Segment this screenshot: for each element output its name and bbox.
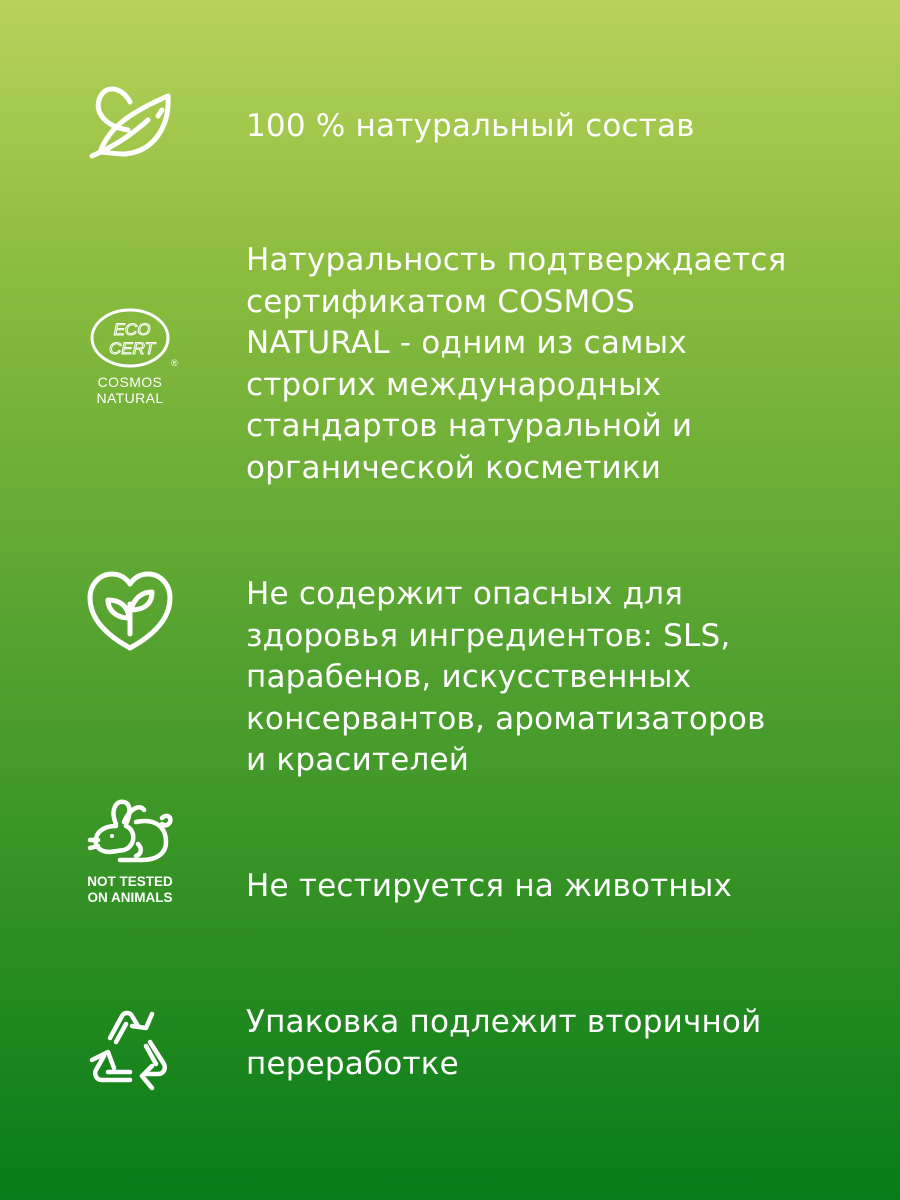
natural-caption: NATURAL — [96, 390, 164, 406]
cosmos-caption: COSMOS — [97, 374, 163, 390]
not-tested-caption: NOT TESTED — [87, 874, 173, 889]
ecocert-logo — [80, 304, 180, 406]
ecocert-word-cert: CERT — [109, 339, 155, 358]
on-animals-caption: ON ANIMALS — [87, 890, 173, 905]
feature-natural-text: 100 % натуральный состав — [246, 108, 695, 144]
feature-cruelty-free-text: Не тестируется на животных — [246, 868, 733, 904]
ecocert-word-eco: ECO — [113, 320, 151, 339]
feature-certificate-text: Натуральность подтверждается сертификатом COSMOS NATURAL - одним из самых строгих международных стандартов натуральной и органической косметики — [246, 242, 787, 486]
rabbit-icon — [80, 796, 180, 906]
recycle-icon — [80, 1002, 180, 1094]
feature-recyclable-text: Упаковка подлежит вторичной переработке — [246, 1004, 762, 1082]
heart-sprout-icon — [80, 568, 180, 654]
leaf-icon — [80, 80, 180, 165]
registered-mark: ® — [171, 358, 178, 368]
feature-safe-ingredients-text: Не содержит опасных для здоровья ингредиентов: SLS, парабенов, искусственных консервантов, ароматизаторов и красителей — [246, 576, 766, 778]
